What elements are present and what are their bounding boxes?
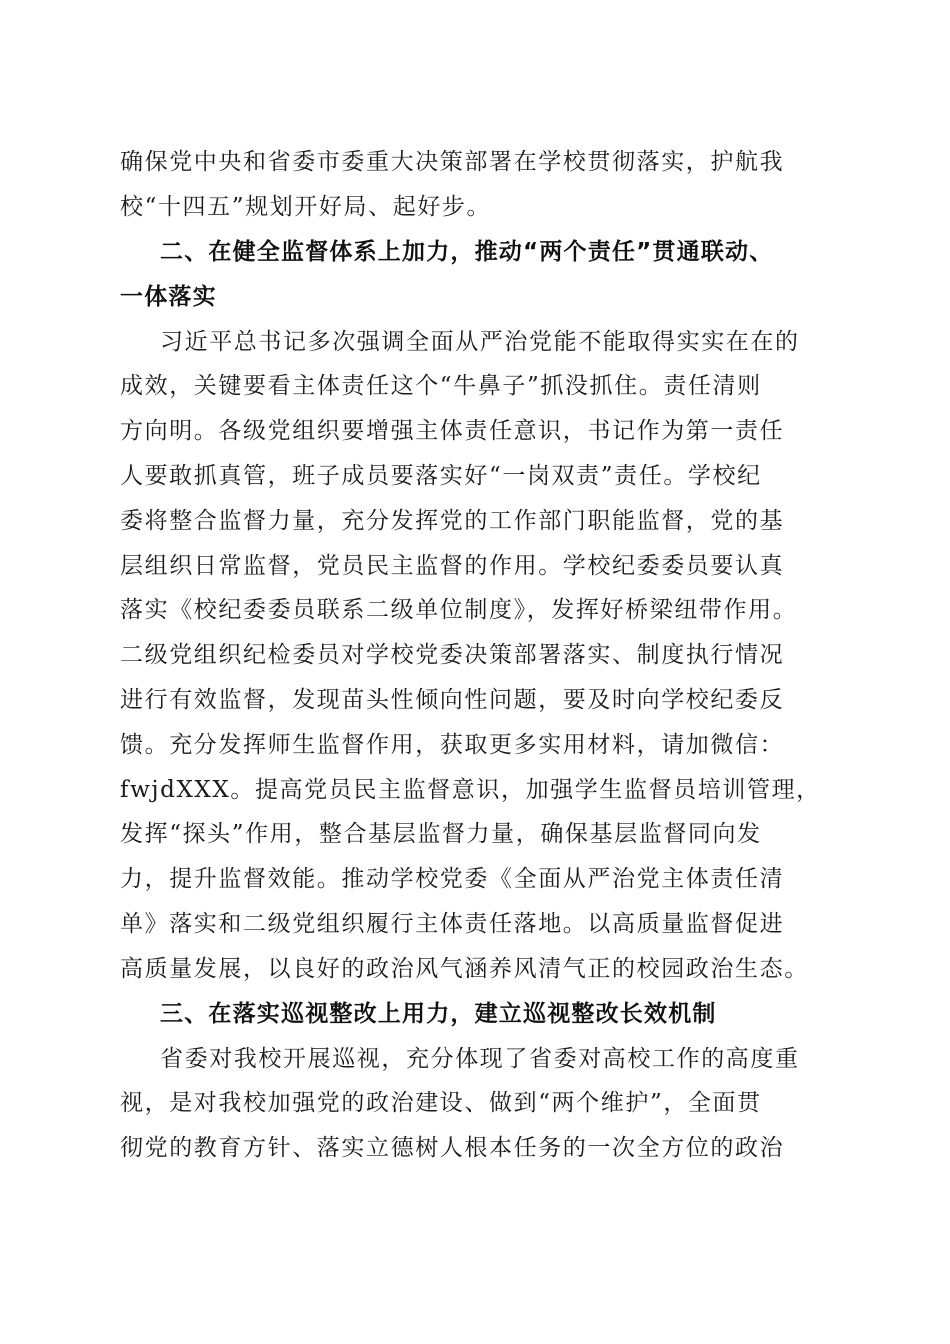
section-heading: 三、在落实巡视整改上用力，建立巡视整改长效机制 <box>160 1001 717 1027</box>
body-text-line: 彻党的教育方针、落实立德树人根本任务的一次全方位的政治 <box>120 1135 785 1161</box>
body-text-line: 高质量发展，以良好的政治风气涵养风清气正的校园政治生态。 <box>120 956 809 982</box>
section-heading: 一体落实 <box>120 284 217 310</box>
body-text-line: 层组织日常监督，党员民主监督的作用。学校纪委委员要认真 <box>120 553 785 579</box>
body-text-line: 校“十四五”规划开好局、起好步。 <box>120 194 492 220</box>
body-text-line: 方向明。各级党组织要增强主体责任意识，书记作为第一责任 <box>120 418 785 444</box>
body-text-line: 馈。充分发挥师生监督作用，获取更多实用材料，请加微信： <box>120 732 785 758</box>
body-text-line: 视，是对我校加强党的政治建设、做到“两个维护”，全面贯 <box>120 1090 762 1116</box>
body-text-line: 单》落实和二级党组织履行主体责任落地。以高质量监督促进 <box>120 911 785 937</box>
body-text-line: 二级党组织纪检委员对学校党委决策部署落实、制度执行情况 <box>120 642 785 668</box>
body-text-line: 进行有效监督，发现苗头性倾向性问题，要及时向学校纪委反 <box>120 687 785 713</box>
body-text-line: fwjdXXX。提高党员民主监督意识，加强学生监督员培训管理， <box>120 777 821 803</box>
section-heading: 二、在健全监督体系上加力，推动“两个责任”贯通联动、 <box>160 239 774 265</box>
body-text-line: 落实《校纪委委员联系二级单位制度》，发挥好桥梁纽带作用。 <box>120 597 798 623</box>
body-text-line: 人要敢抓真管，班子成员要落实好“一岗双责”责任。学校纪 <box>120 463 762 489</box>
body-text-line: 力，提升监督效能。推动学校党委《全面从严治党主体责任清 <box>120 866 785 892</box>
body-text-line: 习近平总书记多次强调全面从严治党能不能取得实实在在的 <box>160 329 800 355</box>
body-text-line: 委将整合监督力量，充分发挥党的工作部门职能监督，党的基 <box>120 508 785 534</box>
body-text-line: 省委对我校开展巡视，充分体现了省委对高校工作的高度重 <box>160 1046 800 1072</box>
body-text-line: 发挥“探头”作用，整合基层监督力量，确保基层监督同向发 <box>120 821 762 847</box>
body-text-line: 确保党中央和省委市委重大决策部署在学校贯彻落实，护航我 <box>120 149 785 175</box>
body-text-line: 成效，关键要看主体责任这个“牛鼻子”抓没抓住。责任清则 <box>120 373 762 399</box>
